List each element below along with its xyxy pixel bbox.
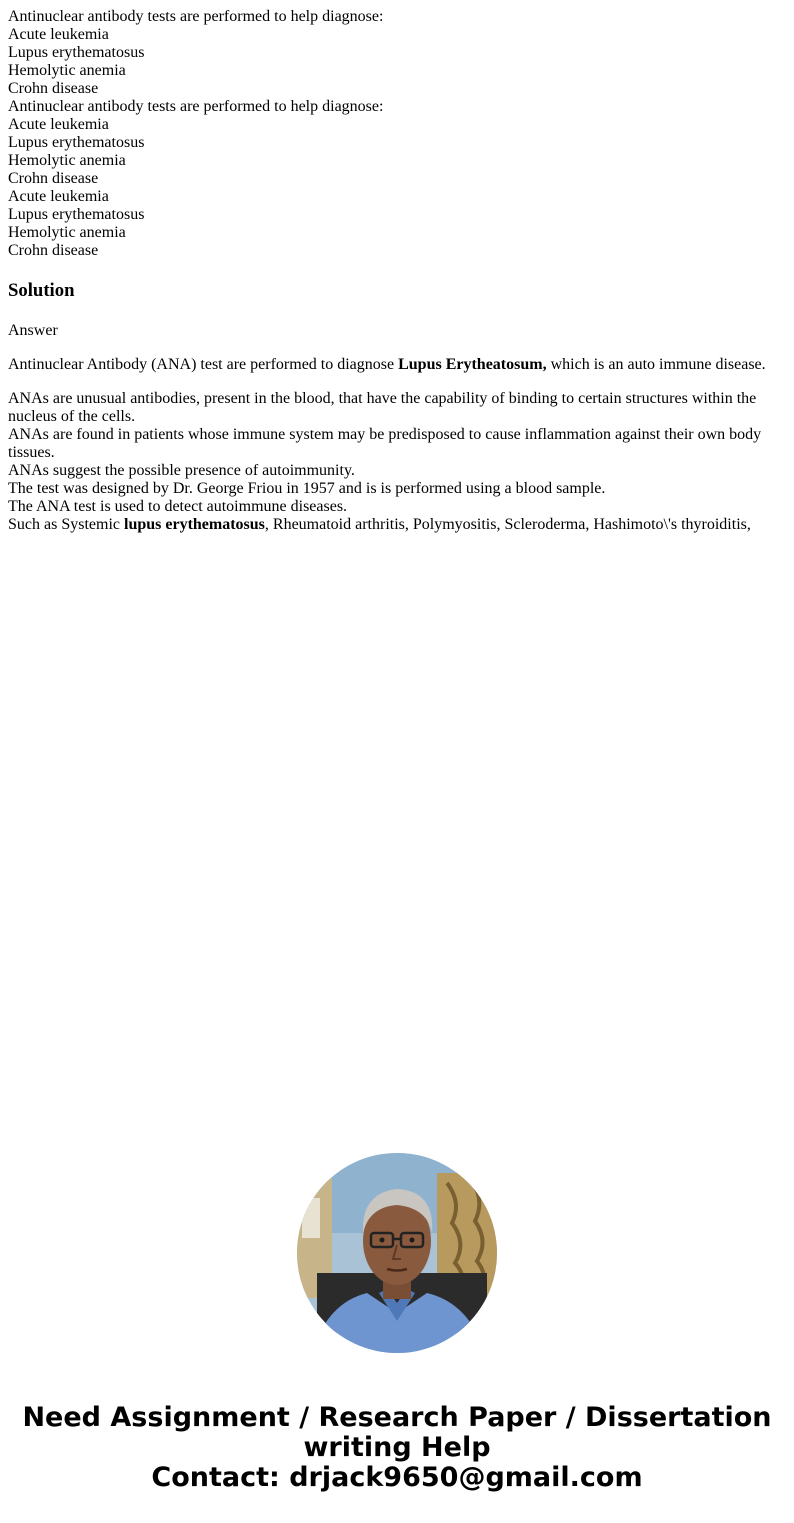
answer-intro-post: which is an auto immune disease. (546, 356, 766, 373)
option-1-repeat-2: Acute leukemia (8, 188, 109, 205)
examples-bold: lupus erythematosus (124, 516, 265, 533)
option-4: Crohn disease (8, 80, 99, 97)
author-photo-icon (297, 1153, 497, 1353)
explanation-point-3: ANAs suggest the possible presence of autoimmunity. (8, 462, 355, 479)
explanation-point-6 (8, 516, 786, 534)
option-2-repeat: Lupus erythematosus (8, 134, 145, 151)
promo-line-1: Need Assignment / Research Paper / Dissertation (22, 1402, 772, 1433)
explanation-point-2: ANAs are found in patients whose immune system may be predisposed to cause inflammation against their own body tissues. (8, 426, 762, 461)
option-2: Lupus erythematosus (8, 44, 145, 61)
option-4-repeat-2: Crohn disease (8, 242, 99, 259)
option-1-repeat: Acute leukemia (8, 116, 109, 133)
answer-label: Answer (8, 322, 58, 339)
option-2-repeat-2: Lupus erythematosus (8, 206, 145, 223)
option-4-repeat: Crohn disease (8, 170, 99, 187)
promo-contact[interactable]: Contact: drjack9650@gmail.com (151, 1462, 643, 1493)
question-prompt-repeat: Antinuclear antibody tests are performed to help diagnose: (8, 98, 384, 115)
option-3-repeat-2: Hemolytic anemia (8, 224, 126, 241)
answer-intro-bold: Lupus Erytheatosum, (398, 356, 547, 373)
promo-banner (0, 1403, 794, 1493)
promo-line-2: writing Help (303, 1432, 491, 1463)
option-3: Hemolytic anemia (8, 62, 126, 79)
explanation-point-1: ANAs are unusual antibodies, present in the blood, that have the capability of binding to certain structures within the nucleus of the cells. (8, 390, 757, 425)
author-avatar (297, 1153, 497, 1353)
question-prompt: Antinuclear antibody tests are performed to help diagnose: (8, 8, 384, 25)
solution-heading: Solution (8, 280, 75, 301)
answer-intro (8, 356, 786, 374)
option-1: Acute leukemia (8, 26, 109, 43)
explanation-point-5: The ANA test is used to detect autoimmune diseases. (8, 498, 348, 515)
option-3-repeat: Hemolytic anemia (8, 152, 126, 169)
examples-pre: Such as Systemic (8, 516, 124, 533)
examples-post: , Rheumatoid arthritis, Polymyositis, Scleroderma, Hashimoto\'s thyroiditis, (264, 516, 751, 533)
explanation-block (8, 390, 786, 534)
answer-intro-pre: Antinuclear Antibody (ANA) test are performed to diagnose (8, 356, 399, 373)
explanation-point-4: The test was designed by Dr. George Friou in 1957 and is is performed using a blood sample. (8, 480, 606, 497)
document-body (8, 8, 786, 534)
